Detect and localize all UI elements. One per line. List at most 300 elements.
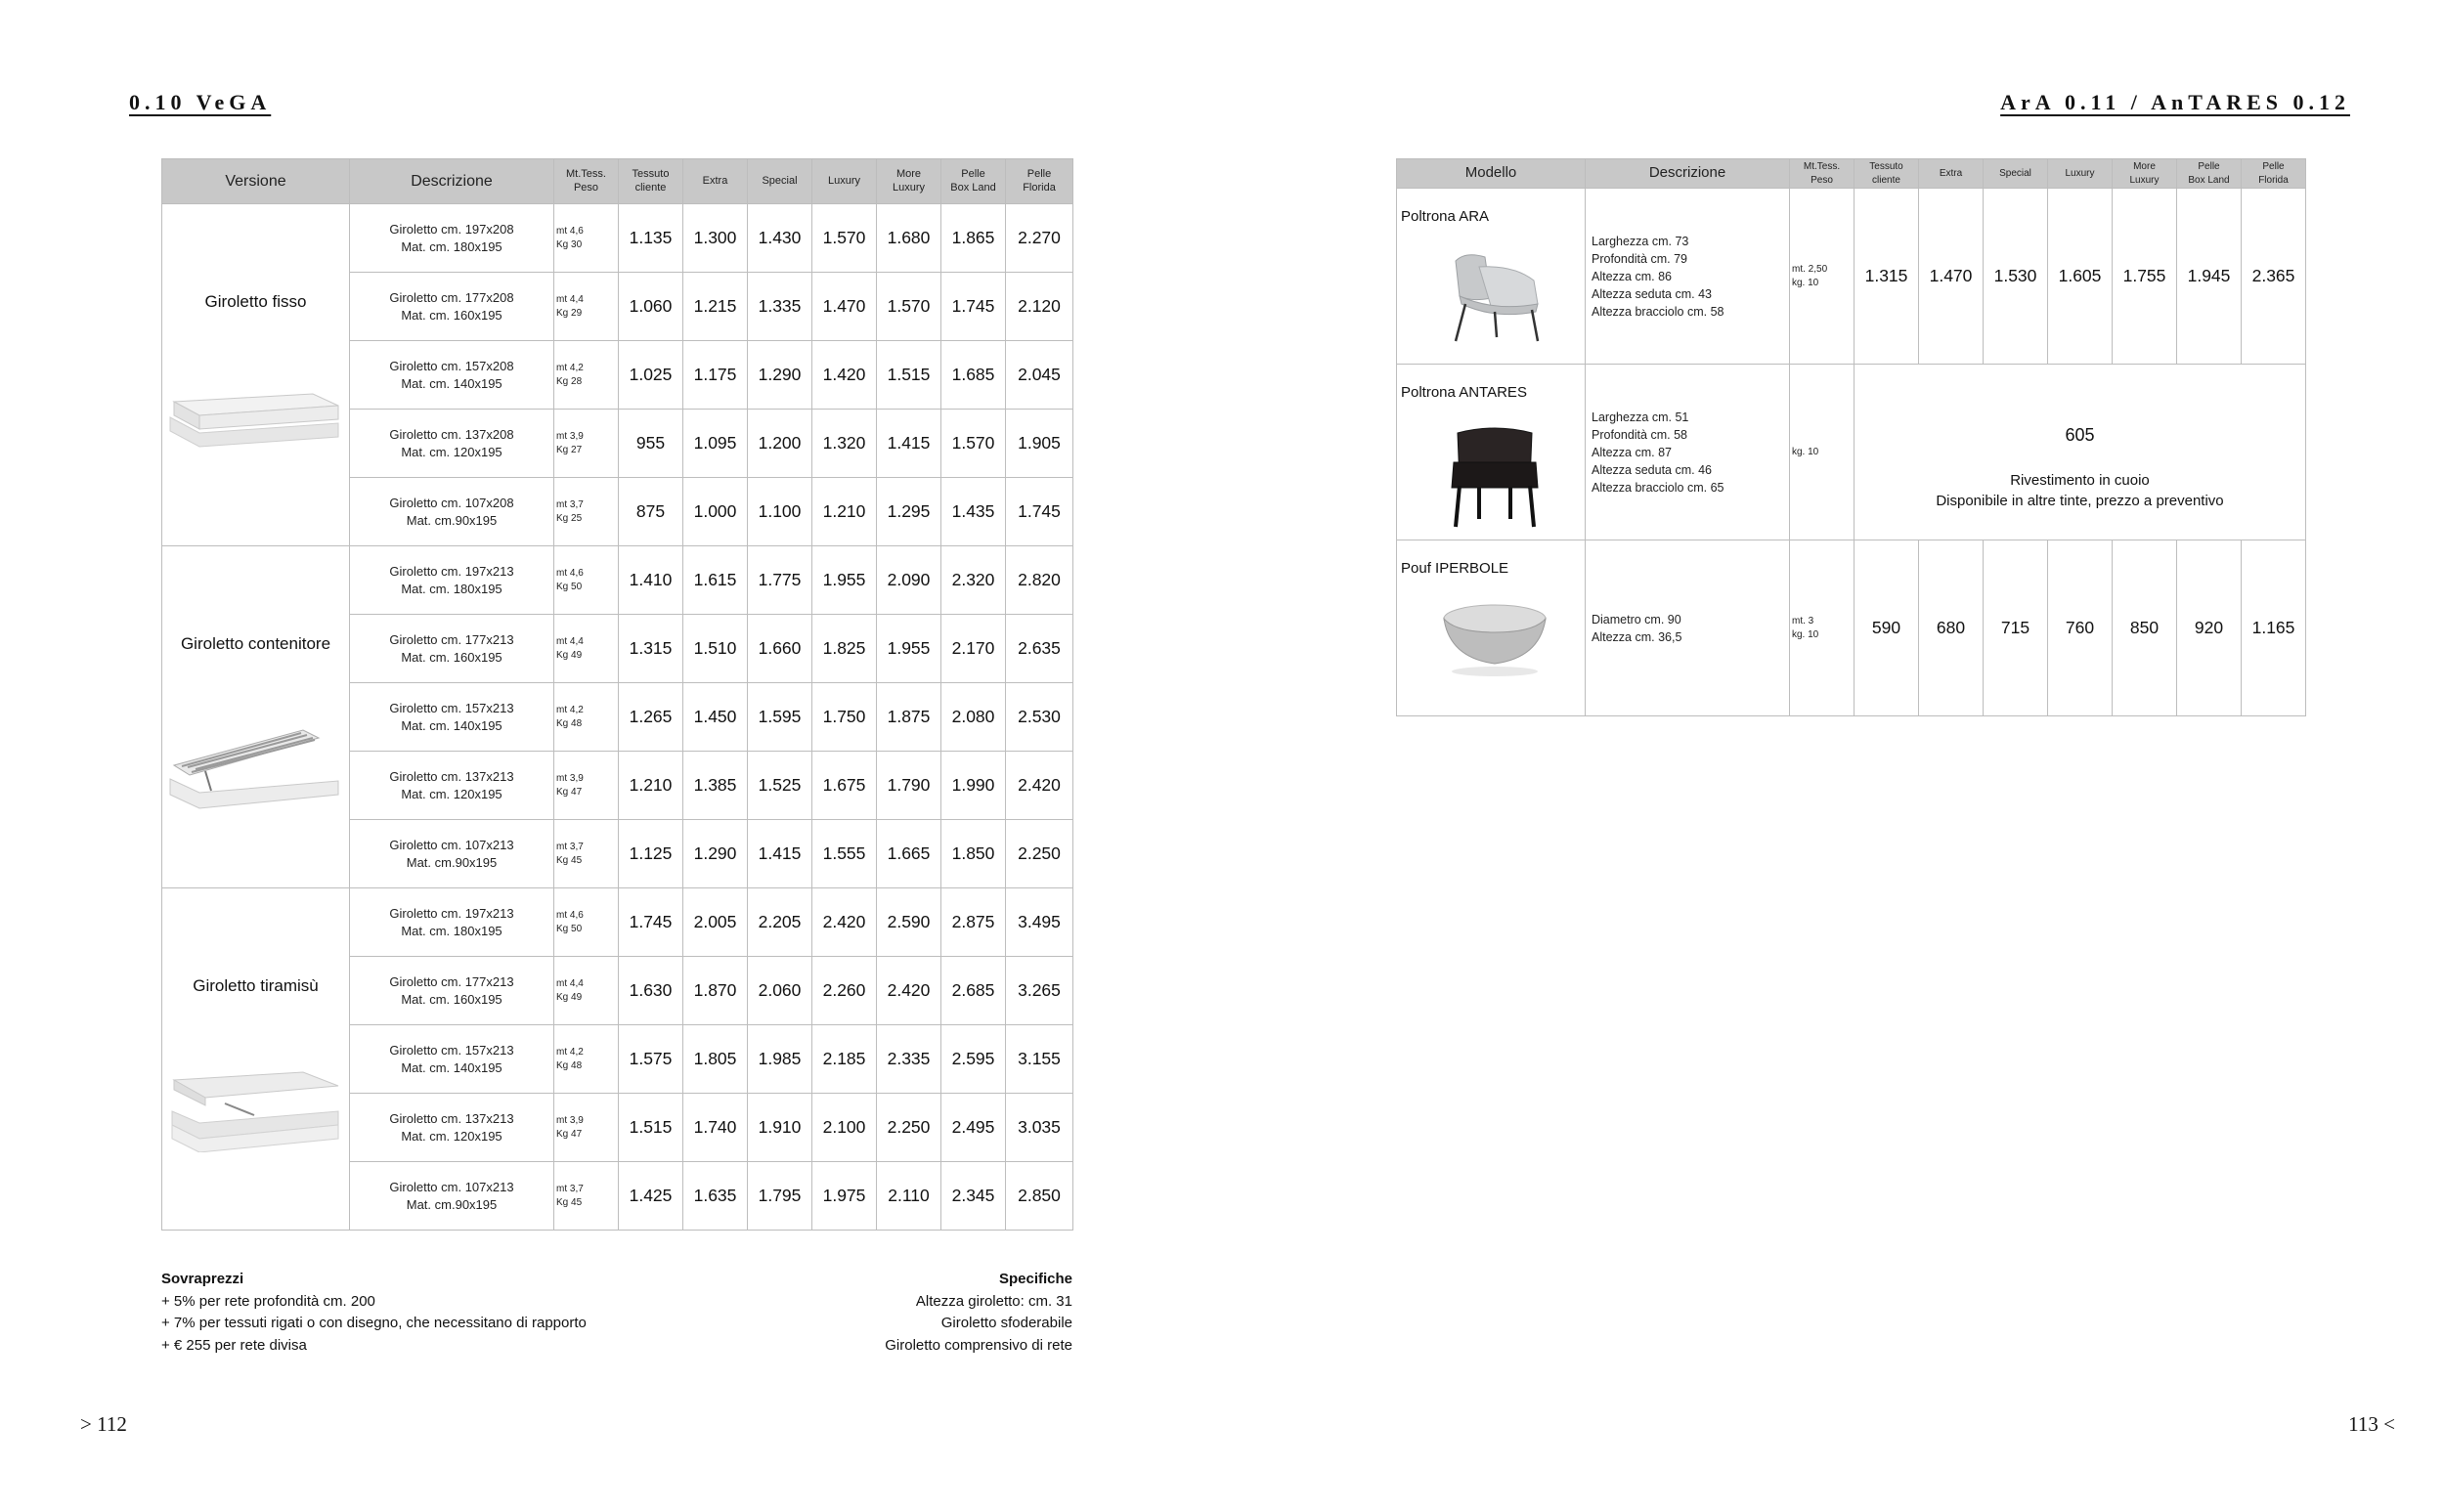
armchair-ara-icon [1436,247,1553,345]
bed-size-text: Giroletto cm. 107x213 [389,1179,514,1194]
fabric-weight-cell [554,1094,619,1162]
spec-line: Altezza giroletto: cm. 31 [915,1292,1072,1310]
page-number-left: > 112 [80,1412,127,1436]
bed-size-text: Giroletto cm. 137x208 [389,426,514,442]
price-more-luxury-cell: 2.250 [877,1094,941,1162]
price-special-cell: 1.335 [748,273,812,341]
specs-block [802,1269,1072,1357]
spec-line: Giroletto comprensivo di rete [885,1336,1072,1354]
price-tessuto-cell: 1.315 [619,615,683,683]
bed-size-text: Giroletto cm. 157x213 [389,700,514,715]
fabric-meters-text: mt 4,6 [556,225,584,237]
fabric-meters-text: mt 4,2 [556,704,584,715]
price-tessuto-cell: 1.135 [619,204,683,273]
price-more-luxury-cell: 2.590 [877,888,941,957]
bed-size-text: Giroletto cm. 197x213 [389,563,514,579]
mattress-size-text: Mat. cm. 160x195 [401,307,502,323]
price-special-cell: 1.415 [748,820,812,888]
price-pelle-florida-cell: 2.820 [1006,546,1073,615]
price-luxury-cell: 2.420 [812,888,877,957]
dimension-line: Diametro cm. 90 [1592,612,1681,626]
fabric-weight-cell [1790,540,1855,716]
weight-text: Kg 48 [556,717,583,729]
version-name: Giroletto contenitore [180,634,331,653]
mattress-size-text: Mat. cm. 180x195 [401,581,502,596]
price-more-luxury-cell: 1.570 [877,273,941,341]
table-header-row [1397,159,2306,189]
price-pelle-box-cell: 2.495 [941,1094,1006,1162]
table-row [1397,540,2306,716]
price-tessuto-cell: 1.265 [619,683,683,752]
price-special-cell: 1.430 [748,204,812,273]
price-pelle-florida-cell: 3.035 [1006,1094,1073,1162]
weight-text: Kg 30 [556,238,583,250]
price-pelle-box-cell: 2.345 [941,1162,1006,1231]
fabric-meters-text: mt 3,9 [556,1114,584,1126]
mattress-size-text: Mat. cm.90x195 [406,854,498,870]
price-tessuto-cell: 1.630 [619,957,683,1025]
price-luxury-cell: 1.210 [812,478,877,546]
model-image [1436,423,1553,536]
header-extra: Extra [683,159,748,204]
header-mt: Mt.Tess. Peso [554,159,619,204]
price-more-luxury-cell: 2.110 [877,1162,941,1231]
bed-size-text: Giroletto cm. 197x208 [389,221,514,237]
price-pelle-box-cell: 2.080 [941,683,1006,752]
fabric-weight-cell [554,1025,619,1094]
price-luxury-cell: 1.605 [2048,189,2113,365]
header-more-luxury: More Luxury [2113,159,2177,189]
version-name: Giroletto tiramisù [193,976,319,995]
fabric-meters-text: mt. 3 [1792,615,1814,626]
price-pelle-box-cell: 1.570 [941,410,1006,478]
price-more-luxury-cell: 1.680 [877,204,941,273]
bed-size-text: Giroletto cm. 197x213 [389,905,514,921]
price-tessuto-cell: 1.060 [619,273,683,341]
fabric-meters-text: mt 4,2 [556,1046,584,1058]
surcharge-line: + € 255 per rete divisa [161,1336,307,1354]
header-mt: Mt.Tess. Peso [1790,159,1855,189]
fabric-meters-text: mt 4,4 [556,977,584,989]
version-image [166,380,342,454]
bed-base-flat-icon [166,380,342,449]
price-pelle-box-cell: 2.685 [941,957,1006,1025]
price-more-luxury-cell: 2.090 [877,546,941,615]
price-pelle-florida-cell: 2.420 [1006,752,1073,820]
price-pelle-florida-cell: 2.850 [1006,1162,1073,1231]
header-pelle-box: Pelle Box Land [2177,159,2242,189]
price-pelle-florida-cell: 3.495 [1006,888,1073,957]
price-extra-cell: 1.870 [683,957,748,1025]
price-luxury-cell: 1.420 [812,341,877,410]
model-cell [1397,540,1586,716]
price-pelle-box-cell: 1.945 [2177,189,2242,365]
price-luxury-cell: 1.470 [812,273,877,341]
specs-title: Specifiche [998,1271,1072,1287]
description-cell [350,1094,554,1162]
weight-text: Kg 50 [556,923,583,934]
price-pelle-box-cell: 2.170 [941,615,1006,683]
model-name: Poltrona ANTARES [1401,384,1527,401]
price-pelle-box-cell: 1.745 [941,273,1006,341]
price-luxury-cell: 1.750 [812,683,877,752]
header-pelle-box: Pelle Box Land [941,159,1006,204]
price-tessuto-cell: 1.025 [619,341,683,410]
price-tessuto-cell: 1.745 [619,888,683,957]
ara-antares-price-table [1396,158,2306,716]
fabric-weight-cell [554,341,619,410]
price-more-luxury-cell: 1.665 [877,820,941,888]
bed-size-text: Giroletto cm. 157x213 [389,1042,514,1058]
price-luxury-cell: 2.260 [812,957,877,1025]
price-tessuto-cell: 1.425 [619,1162,683,1231]
price-note [1855,470,2305,511]
dimension-line: Altezza seduta cm. 46 [1592,462,1712,477]
header-special: Special [748,159,812,204]
price-pelle-box-cell: 1.685 [941,341,1006,410]
mattress-size-text: Mat. cm. 160x195 [401,649,502,665]
price-more-luxury-cell: 850 [2113,540,2177,716]
price-special-cell: 1.290 [748,341,812,410]
price-more-luxury-cell: 1.755 [2113,189,2177,365]
price-luxury-cell: 2.100 [812,1094,877,1162]
price-tessuto-cell: 1.575 [619,1025,683,1094]
price-special-cell: 1.525 [748,752,812,820]
dimension-line: Larghezza cm. 51 [1592,410,1689,424]
weight-text: Kg 45 [556,1196,583,1208]
fabric-meters-text: mt. 2,50 [1792,263,1828,275]
header-luxury: Luxury [812,159,877,204]
fabric-weight-cell [554,752,619,820]
model-cell [1397,189,1586,365]
mattress-size-text: Mat. cm.90x195 [406,512,498,528]
description-cell [350,410,554,478]
price-special-cell: 1.660 [748,615,812,683]
weight-text: Kg 25 [556,512,583,524]
price-pelle-florida-cell: 2.365 [2242,189,2306,365]
price-tessuto-cell: 1.515 [619,1094,683,1162]
price-more-luxury-cell: 1.295 [877,478,941,546]
table-row [162,888,1073,957]
fabric-weight-cell [554,888,619,957]
price-luxury-cell: 1.320 [812,410,877,478]
weight-text: kg. 10 [1792,628,1819,640]
price-tessuto-cell: 1.410 [619,546,683,615]
header-more-luxury: More Luxury [877,159,941,204]
spec-line: Giroletto sfoderabile [940,1315,1072,1331]
weight-text: Kg 29 [556,307,583,319]
table-row [162,546,1073,615]
description-cell [350,1025,554,1094]
version-cell [162,204,350,546]
weight-text: Kg 45 [556,854,583,866]
price-special-cell: 1.795 [748,1162,812,1231]
header-model: Modello [1397,159,1586,189]
fabric-weight-cell [554,478,619,546]
fabric-weight-cell [554,1162,619,1231]
description-cell [350,478,554,546]
price-special-cell: 1.985 [748,1025,812,1094]
price-more-luxury-cell: 1.790 [877,752,941,820]
model-cell [1397,365,1586,540]
bed-size-text: Giroletto cm. 177x213 [389,973,514,989]
surcharge-line: + 5% per rete profondità cm. 200 [161,1292,375,1310]
bed-base-storage-icon [166,722,342,810]
single-price-cell [1855,365,2306,540]
fabric-meters-text: mt 4,2 [556,362,584,373]
weight-text: Kg 49 [556,991,583,1003]
pouf-iperbole-icon [1436,599,1553,677]
table-row [1397,365,2306,540]
price-note-line: Disponibile in altre tinte, prezzo a preventivo [1936,493,2224,509]
price-extra-cell: 1.615 [683,546,748,615]
version-cell [162,546,350,888]
description-cell [350,273,554,341]
price-luxury-cell: 1.975 [812,1162,877,1231]
price-tessuto-cell: 590 [1855,540,1919,716]
price-extra-cell: 1.175 [683,341,748,410]
price-extra-cell: 1.385 [683,752,748,820]
mattress-size-text: Mat. cm. 140x195 [401,375,502,391]
fabric-weight-cell [554,546,619,615]
weight-text: Kg 49 [556,649,583,661]
page-number-right: 113 < [2348,1412,2395,1436]
price-extra-cell: 1.000 [683,478,748,546]
weight-text: kg. 10 [1792,277,1819,288]
dimension-line: Altezza bracciolo cm. 65 [1592,480,1724,495]
header-extra: Extra [1919,159,1984,189]
description-cell [350,615,554,683]
version-image [166,722,342,815]
dimension-line: Altezza bracciolo cm. 58 [1592,304,1724,319]
mattress-size-text: Mat. cm.90x195 [406,1196,498,1212]
fabric-weight-cell [1790,365,1855,540]
description-cell [350,888,554,957]
description-cell [350,752,554,820]
price-extra-cell: 1.805 [683,1025,748,1094]
price-pelle-box-cell: 920 [2177,540,2242,716]
price-pelle-florida-cell: 2.270 [1006,204,1073,273]
model-name: Poltrona ARA [1401,208,1490,225]
price-more-luxury-cell: 1.875 [877,683,941,752]
weight-text: Kg 47 [556,786,583,798]
price-special-cell: 1.775 [748,546,812,615]
fabric-meters-text: mt 4,4 [556,635,584,647]
price-pelle-box-cell: 1.865 [941,204,1006,273]
price-special-cell: 715 [1984,540,2048,716]
mattress-size-text: Mat. cm. 120x195 [401,1128,502,1144]
description-cell [350,820,554,888]
header-special: Special [1984,159,2048,189]
price-note-line: Rivestimento in cuoio [2010,472,2150,489]
bed-size-text: Giroletto cm. 157x208 [389,358,514,373]
description-cell [350,546,554,615]
price-tessuto-cell: 1.125 [619,820,683,888]
price-more-luxury-cell: 2.420 [877,957,941,1025]
header-tessuto: Tessuto cliente [619,159,683,204]
description-cell [350,341,554,410]
version-cell [162,888,350,1231]
version-image [166,1064,342,1157]
price-extra-cell: 1.215 [683,273,748,341]
header-pelle-florida: Pelle Florida [1006,159,1073,204]
bed-size-text: Giroletto cm. 107x213 [389,837,514,852]
dimensions-cell [1586,189,1790,365]
price-special-cell: 1.200 [748,410,812,478]
mattress-size-text: Mat. cm. 120x195 [401,444,502,459]
header-pelle-florida: Pelle Florida [2242,159,2306,189]
price-special-cell: 2.205 [748,888,812,957]
fabric-weight-cell [554,957,619,1025]
price-pelle-florida-cell: 3.265 [1006,957,1073,1025]
mattress-size-text: Mat. cm. 180x195 [401,238,502,254]
mattress-size-text: Mat. cm. 160x195 [401,991,502,1007]
weight-text: Kg 27 [556,444,583,455]
surcharges-block [161,1269,587,1357]
price-more-luxury-cell: 1.415 [877,410,941,478]
price-extra-cell: 680 [1919,540,1984,716]
price-extra-cell: 1.450 [683,683,748,752]
price-pelle-box-cell: 1.850 [941,820,1006,888]
version-name: Giroletto fisso [204,292,307,311]
model-image [1436,247,1553,350]
price-luxury-cell: 1.675 [812,752,877,820]
price-pelle-florida-cell: 2.635 [1006,615,1073,683]
price-pelle-box-cell: 2.595 [941,1025,1006,1094]
dimension-line: Altezza cm. 87 [1592,445,1672,459]
price-extra-cell: 1.740 [683,1094,748,1162]
fabric-weight-cell [554,683,619,752]
price-pelle-box-cell: 1.990 [941,752,1006,820]
price-pelle-florida-cell: 1.905 [1006,410,1073,478]
weight-text: Kg 48 [556,1059,583,1071]
mattress-size-text: Mat. cm. 140x195 [401,1059,502,1075]
header-description: Descrizione [350,159,554,204]
fabric-weight-cell [554,615,619,683]
bed-size-text: Giroletto cm. 137x213 [389,1110,514,1126]
description-cell [350,683,554,752]
mattress-size-text: Mat. cm. 140x195 [401,717,502,733]
table-row [162,204,1073,273]
page-title-left: 0.10 VeGA [129,90,272,114]
price-luxury-cell: 1.555 [812,820,877,888]
weight-text: kg. 10 [1792,446,1819,457]
surcharge-line: + 7% per tessuti rigati o con disegno, che necessitano di rapporto [161,1315,587,1331]
price-special-cell: 1.595 [748,683,812,752]
fabric-meters-text: mt 4,6 [556,567,584,579]
dimension-line: Altezza cm. 36,5 [1592,629,1682,644]
page-title-right: ArA 0.11 / AnTARES 0.12 [2000,90,2350,114]
price-luxury-cell: 1.570 [812,204,877,273]
surcharges-title: Sovraprezzi [161,1271,244,1287]
price-tessuto-cell: 1.210 [619,752,683,820]
model-name: Pouf IPERBOLE [1401,560,1509,577]
price-pelle-florida-cell: 1.165 [2242,540,2306,716]
dimension-line: Profondità cm. 58 [1592,427,1687,442]
price-tessuto-cell: 1.315 [1855,189,1919,365]
price-luxury-cell: 1.955 [812,546,877,615]
mattress-size-text: Mat. cm. 120x195 [401,786,502,801]
price-more-luxury-cell: 2.335 [877,1025,941,1094]
price-extra-cell: 2.005 [683,888,748,957]
header-tessuto: Tessuto cliente [1855,159,1919,189]
price-luxury-cell: 760 [2048,540,2113,716]
description-cell [350,1162,554,1231]
price-more-luxury-cell: 1.955 [877,615,941,683]
bed-size-text: Giroletto cm. 107x208 [389,495,514,510]
fabric-meters-text: mt 3,7 [556,841,584,852]
price-tessuto-cell: 875 [619,478,683,546]
dimensions-cell [1586,365,1790,540]
price-extra-cell: 1.635 [683,1162,748,1231]
table-row [1397,189,2306,365]
weight-text: Kg 50 [556,581,583,592]
price-special-cell: 1.910 [748,1094,812,1162]
dimension-line: Profondità cm. 79 [1592,251,1687,266]
fabric-weight-cell [554,410,619,478]
price-more-luxury-cell: 1.515 [877,341,941,410]
price-special-cell: 1.100 [748,478,812,546]
price-pelle-florida-cell: 2.120 [1006,273,1073,341]
table-header-row [162,159,1073,204]
price-pelle-box-cell: 2.875 [941,888,1006,957]
header-version: Versione [162,159,350,204]
dimensions-cell [1586,540,1790,716]
fabric-meters-text: mt 3,9 [556,430,584,442]
bed-size-text: Giroletto cm. 137x213 [389,768,514,784]
price-pelle-box-cell: 2.320 [941,546,1006,615]
price-extra-cell: 1.510 [683,615,748,683]
price-extra-cell: 1.300 [683,204,748,273]
price-extra-cell: 1.470 [1919,189,1984,365]
dimension-line: Altezza cm. 86 [1592,269,1672,283]
price-pelle-box-cell: 1.435 [941,478,1006,546]
fabric-weight-cell [1790,189,1855,365]
mattress-size-text: Mat. cm. 180x195 [401,923,502,938]
header-description: Descrizione [1586,159,1790,189]
fabric-meters-text: mt 3,9 [556,772,584,784]
description-cell [350,957,554,1025]
price-extra-cell: 1.095 [683,410,748,478]
vega-price-table [161,158,1073,1231]
header-luxury: Luxury [2048,159,2113,189]
fabric-meters-text: mt 3,7 [556,498,584,510]
fabric-meters-text: mt 3,7 [556,1183,584,1194]
weight-text: Kg 28 [556,375,583,387]
fabric-meters-text: mt 4,4 [556,293,584,305]
bed-base-tiramisu-icon [166,1064,342,1152]
chair-antares-icon [1436,423,1553,531]
fabric-weight-cell [554,204,619,273]
price-tessuto-cell: 955 [619,410,683,478]
bed-size-text: Giroletto cm. 177x213 [389,631,514,647]
price-pelle-florida-cell: 3.155 [1006,1025,1073,1094]
price-extra-cell: 1.290 [683,820,748,888]
price-pelle-florida-cell: 1.745 [1006,478,1073,546]
price-special-cell: 1.530 [1984,189,2048,365]
dimension-line: Larghezza cm. 73 [1592,234,1689,248]
price-pelle-florida-cell: 2.530 [1006,683,1073,752]
dimension-line: Altezza seduta cm. 43 [1592,286,1712,301]
model-image [1436,599,1553,682]
price-pelle-florida-cell: 2.045 [1006,341,1073,410]
price-special-cell: 2.060 [748,957,812,1025]
weight-text: Kg 47 [556,1128,583,1140]
price-luxury-cell: 1.825 [812,615,877,683]
bed-size-text: Giroletto cm. 177x208 [389,289,514,305]
fabric-meters-text: mt 4,6 [556,909,584,921]
fabric-weight-cell [554,820,619,888]
